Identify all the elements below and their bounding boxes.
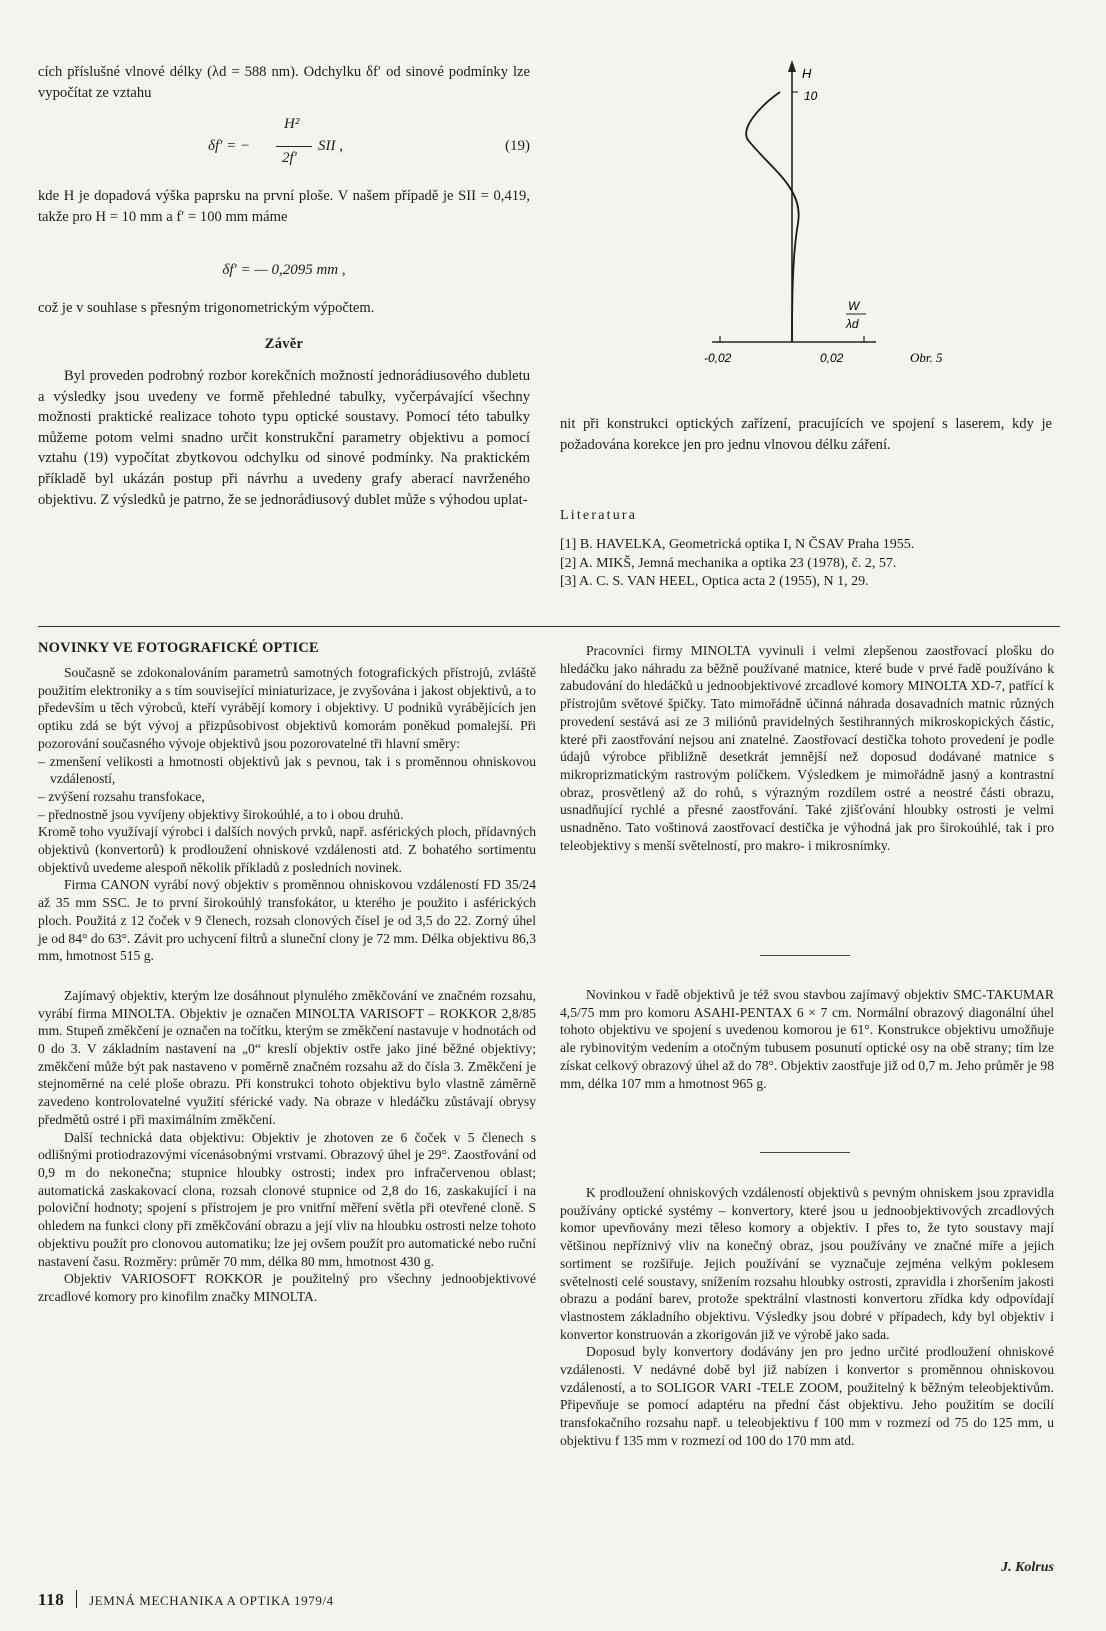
paragraph-h-definition: kde H je dopadová výška paprsku na první ploše. V našem případě je SII = 0,419, takže pro H = 10 mm a f′ = 100 mm máme — [38, 188, 530, 225]
x-axis-label-bottom: λd — [846, 317, 859, 331]
news-minolta-focusing-screen: Pracovníci firmy MINOLTA vyvinuli i velmi zlepšenou zaostřovací plošku do hledáčku jako náhradu za běžně používané matnice, které bude v prvé řadě používáno k zabudování do hledáčků u jednoobjektivové zrcadlové komory MINOLTA XD-7, patřící k přístrojům světové špičky. Tato mimořádně účinná náhrada dosavadních matnic různých provedení sestává asi ze 3 miliónů pravidelných šestihranných mikroskopických částic, které při zaostřování nejsou ani znatelné. Zaostřovací destička tohoto provedení je podle údajů výrobce přibližně desetkrát jemnější než doposud dodávané matnice s mikroprizmatickým rastrovým políčkem. Výsledkem je mimořádně jasný a kontrastní obraz, prosvětlený až do rohů, s výrazným rozdílem ostré a neostré části obrazu, usnadňující rychlé a přesné zaostřování. Také zjišťování hloubky ostrosti je velmi usnadněno. Tato voštinová zaostřovací destička je výhodná jak pro širokoúhlé, tak i pro teleobjektivy s menší světelností, pro makro- i mikrosnímky. — [560, 643, 1054, 853]
journal-name: JEMNÁ MECHANIKA A OPTIKA 1979/4 — [89, 1593, 334, 1608]
trend-item: – zmenšení velikosti a hmotnosti objektivů jak s pevnou, tak i s proměnnou ohniskovou vzdáleností, — [38, 753, 536, 787]
section-heading-zaver: Závěr — [264, 336, 304, 352]
eq19-fraction-bar — [276, 146, 312, 147]
figure-obr-5 — [700, 58, 1000, 370]
eq19-numerator: H² — [284, 116, 300, 132]
paragraph-continuation: nit při konstrukci optických zařízení, pracujících ve spojení s laserem, kdy je požadována korekce jen pro jednu vlnovou délku záření. — [560, 416, 1052, 453]
y-tick-label: 10 — [804, 89, 818, 103]
author-signature: J. Kolrus — [1001, 1560, 1054, 1575]
news-other-elements: Kromě toho využívají výrobci i dalších nových prvků, např. asférických ploch, přídavných objektivů (konvertorů) k prodloužení ohniskové vzdálenosti atd. Z bohatého sortimentu objektivů uvedeme alespoň několik příkladů z posledních novinek. — [38, 824, 536, 875]
news-right-column-1 — [560, 642, 1054, 854]
x-axis-label-top: W — [848, 299, 860, 313]
trend-item: – zvýšení rozsahu transfokace, — [38, 788, 205, 804]
x-tick-label-right: 0,02 — [820, 351, 844, 365]
eq19-lhs: δf′ = − — [208, 138, 251, 154]
references-list — [560, 536, 1060, 592]
paragraph-zaver: Byl proveden podrobný rozbor korekčních možností jednorádiusového dubletu a výsledky jsou uvedeny ve formě přehledné tabulky, vyčerpávající všechny možnosti praktické realizace tohoto typu optické soustavy. Pomocí této tabulky můžeme potom velmi snadno určit konstrukční parametry objektivu a pomocí vztahu (19) vypočítat zbytkovou odchylku od sinové podmínky. Na praktickém příkladě byl ukázán postup při návrhu a uvedeny grafy aberací navrženého objektivu. Z výsledků je patrno, že se jednorádiusový dublet může s výhodou uplat- — [38, 368, 530, 508]
news-minolta-varisoft: Zajímavý objektiv, kterým lze dosáhnout plynulého změkčování ve značném rozsahu, vyrábí firma MINOLTA. Objektiv je označen MINOLTA VARISOFT – ROKKOR 2,8/85 mm. Stupeň změkčení je označen na točítku, kterým se změkčení nastavuje v hodnotách od 0 do 3. V základním nastavení na „0“ kreslí objektiv ostře jako jiné běžné objektivy; změkčení může být pak nastaveno v poměrně značném rozsahu až do čísla 3. Změkčení je stejnoměrné na celé ploše obrazu. Při konstrukci tohoto objektivu bylo vlastně záměrně zavedeno kontrolovatelné využití sférické vady. Na obraze v hledáčku zůstávají obrysy předmětů ostré i při maximálním změkčení. — [38, 987, 536, 1127]
equation-result: δf′ = — 0,2095 mm , — [222, 262, 346, 278]
trends-list — [38, 753, 536, 824]
news-title: NOVINKY VE FOTOGRAFICKÉ OPTICE — [38, 640, 319, 656]
equation-19 — [38, 114, 530, 178]
section-divider — [38, 626, 1060, 627]
news-intro: Současně se zdokonalováním parametrů samotných fotografických přístrojů, zvláště použitím elektroniky a s tím související miniaturizace, je zvyšována i jakost objektivů, a to především u těch výrobců, kteří vyrábějí komory i objektivy. U podniků vyrábějících jen optiku zdá se být vývoj a přizpůsobivost objektivů komorám poněkud pomalejší. Při pozorování současného vývoje objektivů jsou pozorovatelné tři hlavní směry: — [38, 665, 536, 751]
footer-divider — [76, 1590, 77, 1608]
reference-3: [3] A. C. S. VAN HEEL, Optica acta 2 (1955), N 1, 29. — [560, 574, 869, 590]
news-technical-data: Další technická data objektivu: Objektiv je zhotoven ze 6 čoček v 5 členech s odlišnými protiodrazovými vícenásobnými vrstvami. Obrazový úhel je 29°. Zaostřování od 0,9 m do nekonečna; stupnice hloubky ostrosti; index pro infračervenou oblast; automatická zaskakovací clona, rozsah clonové stupnice od 2,8 do 16, zaskakující i na poloviční hodnoty; spojení s přístrojem je pro vnitřní měření světla při otevřené cloně. S ohledem na funkci clony při změkčování obrazu a její vliv na hloubku ostrosti nelze tohoto objektivu použít pro clonovou automatiku; lze jej ovšem použít pro automatické nebo ruční nastavení času. Rozměry: průměr 70 mm, délka 80 mm, hmotnost 430 g. — [38, 1129, 536, 1269]
intro-paragraph: cích příslušné vlnové délky (λd = 588 nm). Odchylku δf′ od sinové podmínky lze vypočítat ze vztahu — [38, 64, 530, 101]
separator-rule — [760, 955, 850, 956]
page-number: 118 — [38, 1590, 65, 1609]
page-footer — [38, 1590, 334, 1610]
news-variosoft-compat: Objektiv VARIOSOFT ROKKOR je použitelný pro všechny jednoobjektivové zrcadlové komory pro kinofilm značky MINOLTA. — [38, 1271, 536, 1304]
eq19-rhs: SII , — [318, 138, 343, 154]
y-axis-arrow — [788, 60, 796, 72]
literature-heading: Literatura — [560, 508, 638, 523]
x-tick-label-left: -0,02 — [704, 351, 732, 365]
news-right-column-2 — [560, 986, 1054, 1092]
sine-condition-curve — [746, 92, 799, 342]
news-left-column — [38, 664, 536, 1306]
separator-rule — [760, 1152, 850, 1153]
news-converters: K prodloužení ohniskových vzdáleností objektivů s pevným ohniskem jsou zpravidla používány optické systémy – konvertory, které jsou u jednoobjektivových zrcadlových komor upevňovány mezi těleso komory a objektiv. I přes to, že tyto soustavy mají většinou nepříznivý vliv na konečný obraz, jsou používány ve značné míře a jejich sortiment se rozšiřuje. Jejich používání se vyznačuje zejména velkým poklesem světelnosti celé soustavy, snížením rozsahu hloubky ostrosti, zpravidla i zhoršením jakosti obrazu a podání barev, protože spektrální vlastnosti konvertoru zřídka kdy odpovídají vlastnostem základního objektivu. Výsledky jsou dobré v případech, kdy byl objektiv i konvertor konstruován a zkorigován již ve výrobě jako sada. — [560, 1185, 1054, 1342]
trend-item: – přednostně jsou vyvíjeny objektivy širokoúhlé, a to i obou druhů. — [38, 806, 404, 822]
figure-caption: Obr. 5 — [910, 350, 943, 365]
reference-2: [2] A. MIKŠ, Jemná mechanika a optika 23 (1978), č. 2, 57. — [560, 555, 897, 571]
equation-number: (19) — [505, 138, 530, 154]
news-right-column-3 — [560, 1184, 1054, 1450]
reference-1: [1] B. HAVELKA, Geometrická optika I, N ČSAV Praha 1955. — [560, 537, 915, 552]
news-takumar: Novinkou v řadě objektivů je též svou stavbou zajímavý objektiv SMC-TAKUMAR 4,5/75 mm pro komoru ASAHI-PENTAX 6 × 7 cm. Normální obrazový diagonální úhel tohoto objektivu ve spojení s uvedenou komorou je 61°. Konstrukce objektivu umožňuje ale rybinovitým vedením a otočným tubusem posunutí optické osy na obě strany; tím lze získat celkový obrazový úhel až do 78°. Objektiv zaostřuje již od 0,7 m. Jeho průměr je 98 mm, délka 107 mm a hmotnost 965 g. — [560, 987, 1054, 1091]
paragraph-agreement: což je v souhlase s přesným trigonometrickým výpočtem. — [38, 300, 375, 316]
y-axis-label: H — [802, 66, 812, 81]
eq19-denominator: 2f′ — [282, 150, 297, 166]
news-soligor: Doposud byly konvertory dodávány jen pro jedno určité prodloužení ohniskové vzdálenosti. V nedávné době byl již nabízen i konvertor s proměnnou ohniskovou vzdáleností, a to SOLIGOR VARI -TELE ZOOM, použitelný k běžným teleobjektivům. Připevňuje se pomocí adaptéru na přední část objektivu. Jeho použitím se docílí transfokačního rozsahu např. u teleobjektivu f 100 mm v rozmezí od 75 do 125 mm, u objektivu f 135 mm v rozmezí od 100 do 170 mm atd. — [560, 1344, 1054, 1448]
news-canon: Firma CANON vyrábí nový objektiv s proměnnou ohniskovou vzdáleností FD 35/24 až 35 mm SSC. Je to první širokoúhlý transfokátor, u kterého je použito i asférických ploch. Použitá z 12 čoček v 9 členech, rozsah clonových čísel je od 3,5 do 22. Zorný úhel je od 84° do 63°. Závit pro uchycení filtrů a sluneční clony je 72 mm. Délka objektivu 86,3 mm, hmotnost 515 g. — [38, 877, 536, 964]
